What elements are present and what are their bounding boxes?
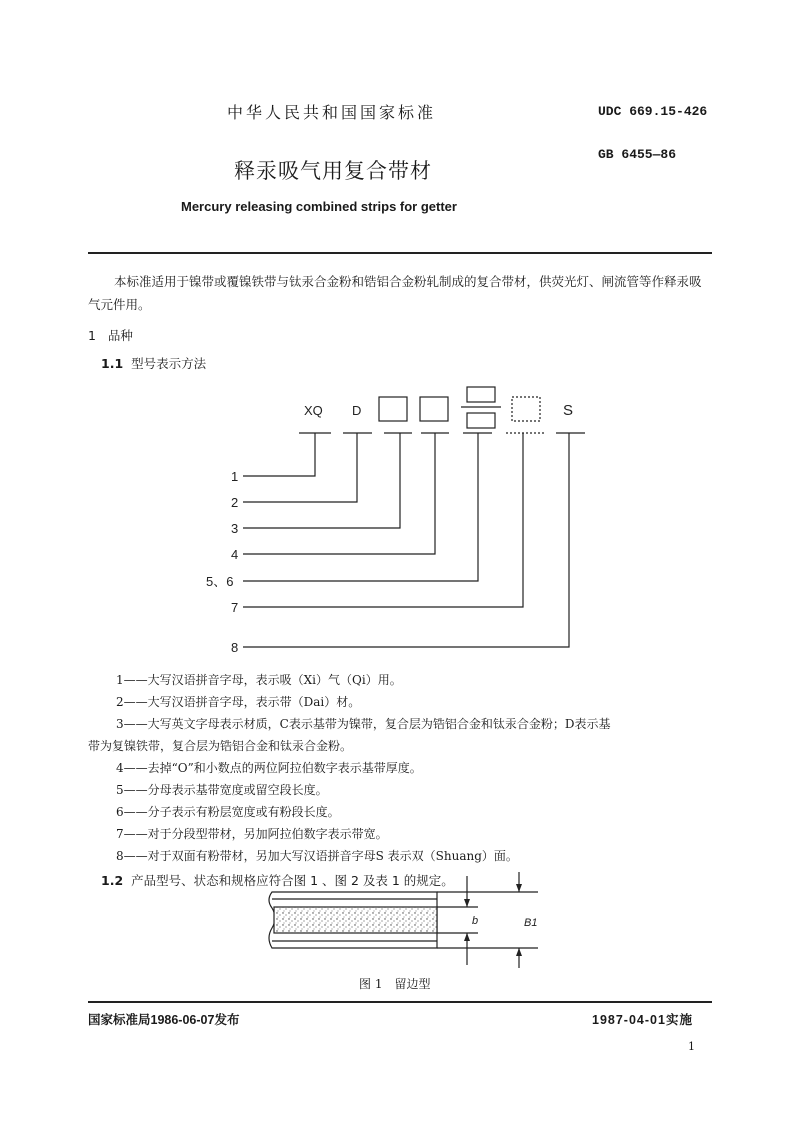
- section-1-1-number: 1.1: [101, 356, 124, 371]
- effective-date: 1987-04-01实施: [592, 1013, 693, 1027]
- note-1: 1——大写汉语拼音字母，表示吸（Xi）气（Qi）用。: [116, 673, 402, 687]
- dim-b1-label: B1: [524, 917, 538, 929]
- label-3: 3: [231, 521, 239, 536]
- note-5: 5——分母表示基带宽度或留空段长度。: [116, 783, 328, 797]
- section-1-number: 1: [88, 328, 96, 343]
- dim-b-label: b: [472, 915, 479, 927]
- code-xq: XQ: [304, 403, 323, 418]
- label-1: 1: [231, 469, 239, 484]
- footer-rule: [88, 1001, 712, 1003]
- note-4: 4——去掉“O”和小数点的两位阿拉伯数字表示基带厚度。: [116, 761, 422, 775]
- note-3: 3——大写英文字母表示材质，C表示基带为镍带，复合层为锆铝合金和钛汞合金粉；D表示基: [116, 717, 611, 731]
- issue-date: 国家标准局1986-06-07发布: [88, 1013, 240, 1027]
- title-chinese: 释汞吸气用复合带材: [234, 159, 432, 183]
- note-6: 6——分子表示有粉层宽度或有粉段长度。: [116, 805, 340, 819]
- note-8: 8——对于双面有粉带材，另加大写汉语拼音字母S 表示双（Shuang）面。: [116, 849, 518, 863]
- section-1-2-text: 产品型号、状态和规格应符合图 1 、图 2 及表 1 的规定。: [131, 873, 454, 888]
- note-3-continued: 带为复镍铁带，复合层为锆铝合金和钛汞合金粉。: [88, 739, 353, 753]
- label-2: 2: [231, 495, 239, 510]
- gb-number: GB 6455—86: [598, 147, 677, 162]
- code-d: D: [352, 403, 362, 418]
- note-7: 7——对于分段型带材，另加阿拉伯数字表示带宽。: [116, 827, 388, 841]
- section-1-2-number: 1.2: [101, 873, 124, 888]
- figure-1-caption: 图 1 留边型: [359, 977, 431, 991]
- label-8: 8: [231, 640, 239, 655]
- code-s: S: [563, 402, 574, 419]
- intro-paragraph: 本标准适用于镍带或覆镍铁带与钛汞合金粉和锆铝合金粉轧制成的复合带材，供荧光灯、闸流管等作释汞吸气元件用。: [88, 274, 702, 312]
- note-2: 2——大写汉语拼音字母，表示带（Dai）材。: [116, 695, 361, 709]
- powder-layer: [274, 907, 437, 933]
- label-5-6: 5、6: [206, 574, 234, 589]
- section-1-title: 品种: [107, 328, 133, 343]
- label-4: 4: [231, 547, 239, 562]
- issuing-org: 中华人民共和国国家标准: [227, 103, 437, 122]
- page-number: 1: [688, 1040, 695, 1053]
- title-english: Mercury releasing combined strips for getter: [181, 199, 457, 214]
- section-1-1-title: 型号表示方法: [131, 356, 207, 371]
- udc-code: UDC 669.15-426: [598, 104, 708, 119]
- label-7: 7: [231, 600, 239, 615]
